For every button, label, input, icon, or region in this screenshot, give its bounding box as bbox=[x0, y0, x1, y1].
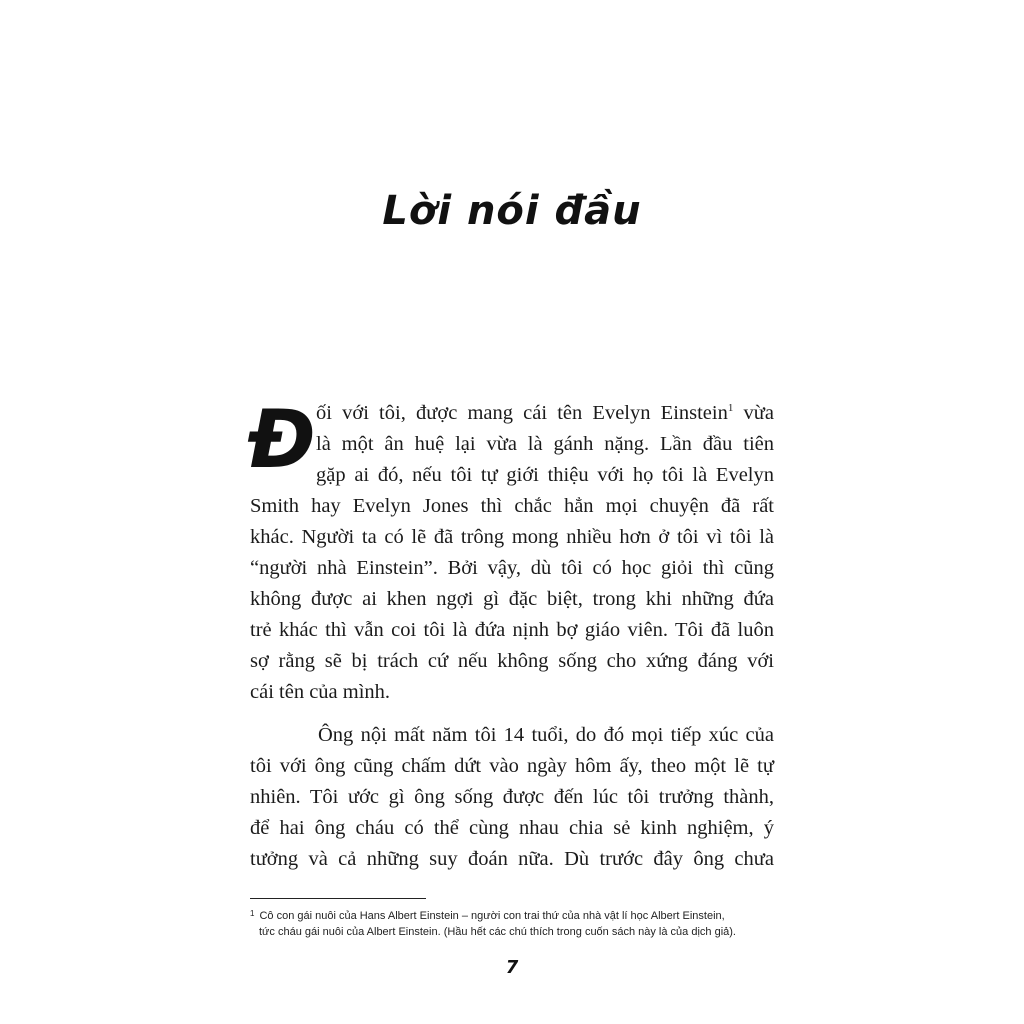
text-line: trẻ khác thì vẫn coi tôi là đứa nịnh bợ giáo viên. Tôi đã luôn bbox=[250, 619, 774, 641]
chapter-title: Lời nói đầu bbox=[382, 188, 642, 234]
footnote-divider bbox=[250, 898, 426, 899]
text-line: Ông nội mất năm tôi 14 tuổi, do đó mọi tiếp xúc của bbox=[318, 724, 774, 746]
drop-cap: Đ bbox=[248, 393, 316, 486]
text-line: Smith hay Evelyn Jones thì chắc hẳn mọi chuyện đã rất bbox=[250, 495, 774, 517]
footnote-line: tức cháu gái nuôi của Albert Einstein. (Hầu hết các chú thích trong cuốn sách này là của dịch giả). bbox=[259, 925, 736, 938]
text-span: ối với tôi, được mang cái tên Evelyn Einstein bbox=[316, 402, 728, 424]
text-line: là một ân huệ lại vừa là gánh nặng. Lần đầu tiên bbox=[316, 433, 774, 455]
text-span: vừa bbox=[733, 402, 774, 424]
text-line: “người nhà Einstein”. Bởi vậy, dù tôi có học giỏi thì cũng bbox=[250, 557, 774, 579]
text-line: tôi với ông cũng chấm dứt vào ngày hôm ấy, theo một lẽ tự bbox=[250, 755, 774, 777]
text-line: cái tên của mình. bbox=[250, 681, 391, 703]
footnote-reference[interactable]: 1 bbox=[727, 402, 734, 414]
footnote-line bbox=[250, 906, 776, 925]
paragraph-2 bbox=[250, 720, 774, 875]
text-line: gặp ai đó, nếu tôi tự giới thiệu với họ tôi là Evelyn bbox=[316, 464, 774, 486]
text-line: khác. Người ta có lẽ đã trông mong nhiều hơn ở tôi vì tôi là bbox=[250, 526, 774, 548]
text-line: sợ rằng sẽ bị trách cứ nếu không sống cho xứng đáng với bbox=[250, 650, 774, 672]
text-line: tưởng và cả những suy đoán nữa. Dù trước đây ông chưa bbox=[250, 848, 774, 870]
paragraph-1 bbox=[248, 393, 774, 708]
text-line: nhiên. Tôi ước gì ông sống được đến lúc tôi trưởng thành, bbox=[250, 786, 774, 808]
body-text bbox=[248, 393, 774, 875]
text-line: không được ai khen ngợi gì đặc biệt, trong khi những đứa bbox=[250, 588, 774, 610]
text-line: để hai ông cháu có thể cùng nhau chia sẻ kinh nghiệm, ý bbox=[250, 817, 774, 839]
footnote-marker: 1 bbox=[250, 909, 255, 918]
page-number: 7 bbox=[505, 957, 519, 978]
footnote-text: Cô con gái nuôi của Hans Albert Einstein – người con trai thứ của nhà vật lí học Albert Einstein, bbox=[259, 910, 725, 922]
text-line bbox=[250, 398, 774, 429]
footnote bbox=[250, 906, 776, 940]
